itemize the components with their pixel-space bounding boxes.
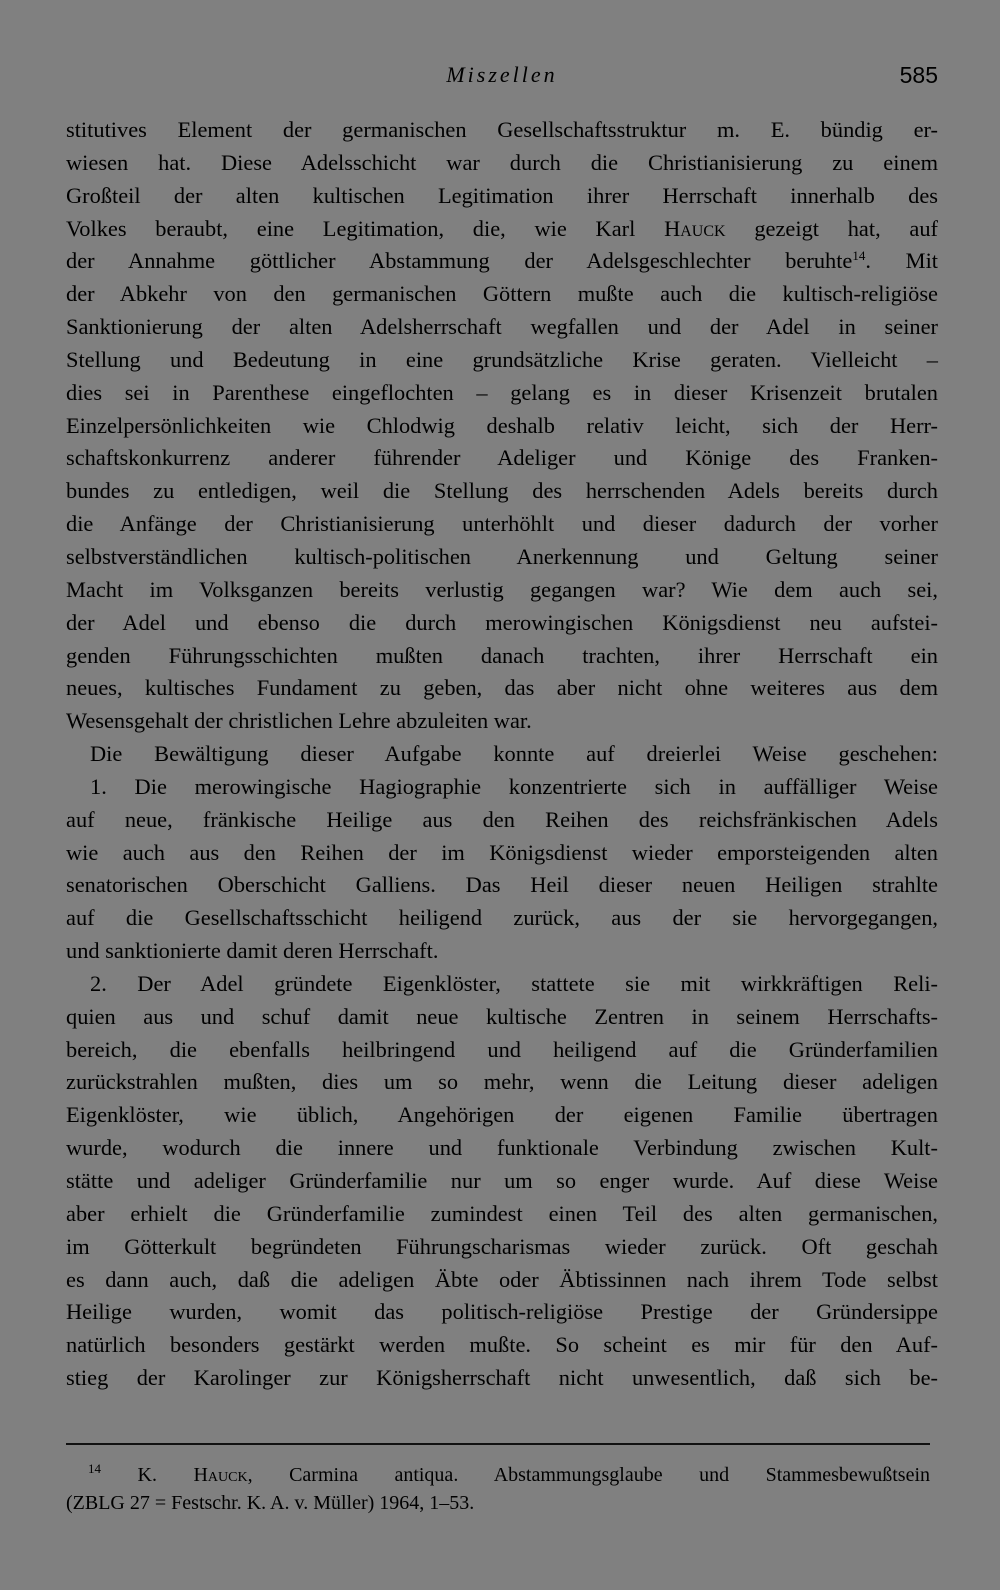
text-line: quien aus und schuf damit neue kultische Zentren in seinem Herrschafts- bbox=[66, 1003, 938, 1029]
text-line: zurückstrahlen mußten, dies um so mehr, wenn die Leitung dieser adeligen bbox=[66, 1069, 938, 1095]
footnote-reference[interactable]: 14 bbox=[852, 248, 866, 264]
text-line: bundes zu entledigen, weil die Stellung des herrschenden Adels bereits durch bbox=[66, 478, 938, 504]
text-line: dies sei in Parenthese eingeflochten – gelang es in dieser Krisenzeit brutalen bbox=[66, 379, 938, 405]
text-line: auf die Gesellschaftsschicht heiligend zurück, aus der sie hervorgegangen, bbox=[66, 905, 938, 931]
text-line: Macht im Volksganzen bereits verlustig gegangen war? Wie dem auch sei, bbox=[66, 576, 938, 602]
text-line: genden Führungsschichten mußten danach trachten, ihrer Herrschaft ein bbox=[66, 642, 938, 668]
text-line: 1. Die merowingische Hagiographie konzentrierte sich in auffälliger Weise bbox=[90, 773, 938, 799]
text-line: und sanktionierte damit deren Herrschaft. bbox=[66, 938, 439, 964]
text-line: wiesen hat. Diese Adelsschicht war durch die Christianisierung zu einem bbox=[66, 149, 938, 175]
text-line: wurde, wodurch die innere und funktionale Verbindung zwischen Kult- bbox=[66, 1135, 938, 1161]
body-text bbox=[66, 114, 938, 1395]
text-line: Stellung und Bedeutung in eine grundsätzliche Krise geraten. Vielleicht – bbox=[66, 346, 938, 372]
author-name-hauck: Hauck bbox=[664, 215, 726, 241]
text-line: natürlich besonders gestärkt werden mußte. So scheint es mir für den Auf- bbox=[66, 1332, 938, 1358]
text-line: auf neue, fränkische Heilige aus den Reihen des reichsfränkischen Adels bbox=[66, 806, 938, 832]
text-line: wie auch aus den Reihen der im Königsdienst wieder emporsteigenden alten bbox=[66, 839, 938, 865]
text-line: die Anfänge der Christianisierung unterhöhlt und dieser dadurch der vorher bbox=[66, 511, 938, 537]
footnote-line: (ZBLG 27 = Festschr. K. A. v. Müller) 1964, 1–53. bbox=[66, 1492, 475, 1514]
text-line: bereich, die ebenfalls heilbringend und heiligend auf die Gründerfamilien bbox=[66, 1036, 938, 1062]
footnote-14 bbox=[66, 1461, 930, 1517]
text-segment: der Annahme göttlicher Abstammung der Adelsgeschlechter beruhte bbox=[66, 248, 853, 274]
text-line: Heilige wurden, womit das politisch-religiöse Prestige der Gründersippe bbox=[66, 1299, 938, 1325]
text-line: Sanktionierung der alten Adelsherrschaft wegfallen und der Adel in seiner bbox=[66, 314, 938, 340]
footnote-author: Hauck bbox=[193, 1464, 248, 1486]
text-line: neues, kultisches Fundament zu geben, das aber nicht ohne weiteres aus dem bbox=[66, 675, 938, 701]
footnote-author-initial: K. bbox=[137, 1464, 157, 1486]
footnote-divider bbox=[66, 1443, 930, 1445]
page-header bbox=[66, 60, 938, 96]
text-line: Einzelpersönlichkeiten wie Chlodwig deshalb relativ leicht, sich der Herr- bbox=[66, 412, 938, 438]
text-line: senatorischen Oberschicht Galliens. Das Heil dieser neuen Heiligen strahlte bbox=[66, 872, 938, 898]
text-line: selbstverständlichen kultisch-politischen Anerkennung und Geltung seiner bbox=[66, 543, 938, 569]
text-line: schaftskonkurrenz anderer führender Adeliger und Könige des Franken- bbox=[66, 445, 938, 471]
text-line: Eigenklöster, wie üblich, Angehörigen der eigenen Familie übertragen bbox=[66, 1102, 938, 1128]
text-segment: . Mit bbox=[865, 248, 939, 274]
text-line: stieg der Karolinger zur Königsherrschaft nicht unwesentlich, daß sich be- bbox=[66, 1365, 938, 1391]
footnote-number: 14 bbox=[88, 1461, 101, 1476]
text-line: der Adel und ebenso die durch merowingischen Königsdienst neu aufstei- bbox=[66, 609, 938, 635]
footnote-text: , Carmina antiqua. Abstammungsglaube und Stammesbewußtsein bbox=[247, 1464, 930, 1486]
text-line bbox=[66, 213, 938, 246]
text-line: im Götterkult begründeten Führungscharismas wieder zurück. Oft geschah bbox=[66, 1233, 938, 1259]
text-line: Wesensgehalt der christlichen Lehre abzuleiten war. bbox=[66, 708, 532, 734]
text-segment: gezeigt hat, auf bbox=[754, 215, 939, 241]
text-line bbox=[66, 245, 938, 278]
text-line: stitutives Element der germanischen Gesellschaftsstruktur m. E. bündig er- bbox=[66, 117, 938, 142]
text-line: stätte und adeliger Gründerfamilie nur um so enger wurde. Auf diese Weise bbox=[66, 1168, 938, 1193]
text-line: der Abkehr von den germanischen Göttern mußte auch die kultisch-religiöse bbox=[66, 281, 938, 307]
footnote-line bbox=[66, 1461, 930, 1489]
text-line: Großteil der alten kultischen Legitimation ihrer Herrschaft innerhalb des bbox=[66, 182, 938, 208]
text-line: es dann auch, daß die adeligen Äbte oder Äbtissinnen nach ihrem Tode selbst bbox=[66, 1266, 938, 1292]
text-line: aber erhielt die Gründerfamilie zumindest einen Teil des alten germanischen, bbox=[66, 1200, 938, 1226]
text-line: 2. Der Adel gründete Eigenklöster, stattete sie mit wirkkräftigen Reli- bbox=[90, 970, 938, 996]
text-line: Die Bewältigung dieser Aufgabe konnte auf dreierlei Weise geschehen: bbox=[90, 741, 938, 767]
running-head: Miszellen bbox=[446, 62, 558, 87]
text-segment: Volkes beraubt, eine Legitimation, die, wie Karl bbox=[66, 215, 636, 241]
page-number: 585 bbox=[899, 62, 938, 88]
